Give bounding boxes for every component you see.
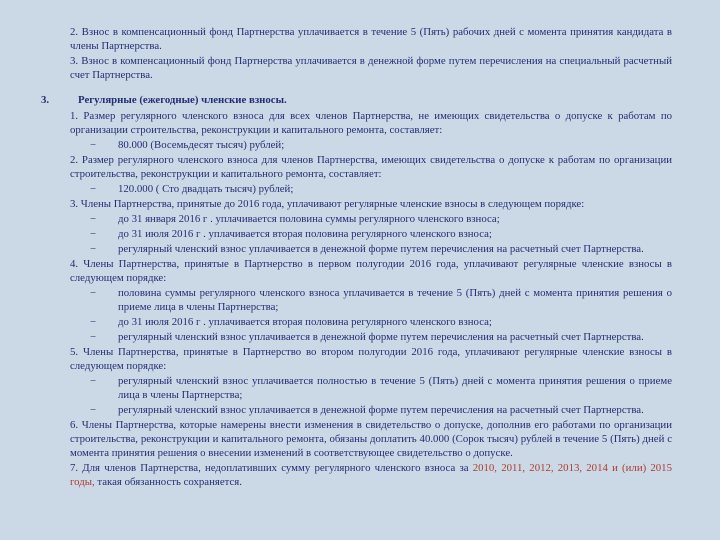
bullet-item bbox=[70, 286, 672, 314]
bullet-text bbox=[118, 138, 672, 152]
bullet-marker: − bbox=[90, 243, 97, 255]
text-run: 1. Размер регулярного членского взноса для всех членов Партнерства, не имеющих свидетельства о допуске к работам по организации строительства, реконструкции и капитального ремонта, составляет: bbox=[70, 110, 672, 136]
text-run: 80.000 (Восемьдесят тысяч) рублей; bbox=[118, 139, 285, 151]
text-run: регулярный членский взнос уплачивается в денежной форме путем перечисления на расчетный счет Партнерства. bbox=[118, 404, 644, 416]
text-run: половина суммы регулярного членского взноса уплачивается в течение 5 (Пять) дней с момента принятия решения о приеме лица в члены Партнерства; bbox=[118, 287, 672, 313]
bullet-item bbox=[70, 374, 672, 402]
text-run: до 31 июля 2016 г . уплачивается вторая половина регулярного членского взноса; bbox=[118, 316, 492, 328]
bullet-marker: − bbox=[90, 375, 97, 387]
bullet-marker: − bbox=[90, 331, 97, 343]
paragraph bbox=[70, 25, 672, 53]
text-run: 5. Члены Партнерства, принятые в Партнерство во втором полугодии 2016 года, уплачивают регулярные членские взносы в следующем порядке: bbox=[70, 346, 672, 372]
bullet-text bbox=[118, 315, 672, 329]
text-run: 6. Члены Партнерства, которые намерены внести изменения в свидетельство о допуске, дополнив его работами по организации строительства, реконструкции и капитального ремонта, обязаны доплатить 40.000 (Сорок тысяч) рублей в течение 5 (Пять) дней с момента принятия решения о внесении изменений в соответствующее свидетельство о допуске. bbox=[70, 419, 672, 459]
paragraph bbox=[70, 153, 672, 181]
text-run: 4. Члены Партнерства, принятые в Партнерство в первом полугодии 2016 года, уплачивают регулярные членские взносы в следующем порядке: bbox=[70, 258, 672, 284]
text-run: такая обязанность сохраняется. bbox=[94, 476, 242, 488]
bullet-text bbox=[118, 286, 672, 314]
bullet-item bbox=[70, 403, 672, 417]
text-run: 2. Размер регулярного членского взноса для членов Партнерства, имеющих свидетельства о допуске к работам по организации строительства, реконструкции и капитального ремонта, составляет: bbox=[70, 154, 672, 180]
bullet-item bbox=[70, 182, 672, 196]
bullet-marker: − bbox=[90, 213, 97, 225]
bullet-text bbox=[118, 227, 672, 241]
bullet-text bbox=[118, 242, 672, 256]
bullet-text bbox=[118, 330, 672, 344]
bullet-marker: − bbox=[90, 228, 97, 240]
bullet-marker: − bbox=[90, 316, 97, 328]
bullet-text bbox=[118, 403, 672, 417]
bullet-item bbox=[70, 330, 672, 344]
text-run: до 31 января 2016 г . уплачивается половина суммы регулярного членского взноса; bbox=[118, 213, 500, 225]
section-number: 3. bbox=[41, 94, 50, 106]
bullet-text bbox=[118, 374, 672, 402]
bullet-marker: − bbox=[90, 404, 97, 416]
bullet-marker: − bbox=[90, 287, 97, 299]
text-run: 3. Члены Партнерства, принятые до 2016 года, уплачивают регулярные членские взносы в следующем порядке: bbox=[70, 198, 585, 210]
paragraph bbox=[70, 418, 672, 460]
text-run: 7. Для членов Партнерства, недоплативших сумму регулярного членского взноса за bbox=[70, 462, 473, 474]
bullet-item bbox=[70, 242, 672, 256]
section-title: Регулярные (ежегодные) членские взносы. bbox=[78, 94, 287, 106]
paragraph bbox=[70, 197, 672, 211]
highlighted-years-text: 2010, 2011, 2012, 2013, 2014 и (или) 2015 годы, bbox=[70, 462, 672, 488]
bullet-item bbox=[70, 138, 672, 152]
text-run: 120.000 ( Сто двадцать тысяч) рублей; bbox=[118, 183, 294, 195]
text-run: регулярный членский взнос уплачивается в денежной форме путем перечисления на расчетный счет Партнерства. bbox=[118, 243, 644, 255]
bullet-item bbox=[70, 315, 672, 329]
paragraph bbox=[70, 257, 672, 285]
document-text bbox=[41, 25, 672, 490]
bullet-marker: − bbox=[90, 183, 97, 195]
text-run: до 31 июля 2016 г . уплачивается вторая половина регулярного членского взноса; bbox=[118, 228, 492, 240]
bullet-item bbox=[70, 212, 672, 226]
paragraph bbox=[70, 461, 672, 489]
paragraph bbox=[70, 109, 672, 137]
paragraph bbox=[70, 54, 672, 82]
paragraph bbox=[70, 345, 672, 373]
bullet-text bbox=[118, 182, 672, 196]
text-run: регулярный членский взнос уплачивается полностью в течение 5 (Пять) дней с момента принятия решения о приеме лица в члены Партнерства; bbox=[118, 375, 672, 401]
bullet-item bbox=[70, 227, 672, 241]
text-run: регулярный членский взнос уплачивается в денежной форме путем перечисления на расчетный счет Партнерства. bbox=[118, 331, 644, 343]
text-run: 3. Взнос в компенсационный фонд Партнерства уплачивается в денежной форме путем перечисления на специальный расчетный счет Партнерства. bbox=[70, 55, 672, 81]
bullet-marker: − bbox=[90, 139, 97, 151]
bullet-text bbox=[118, 212, 672, 226]
section-heading bbox=[41, 93, 672, 107]
text-run: 2. Взнос в компенсационный фонд Партнерства уплачивается в течение 5 (Пять) рабочих дней с момента принятия кандидата в члены Партнерства. bbox=[70, 26, 672, 52]
